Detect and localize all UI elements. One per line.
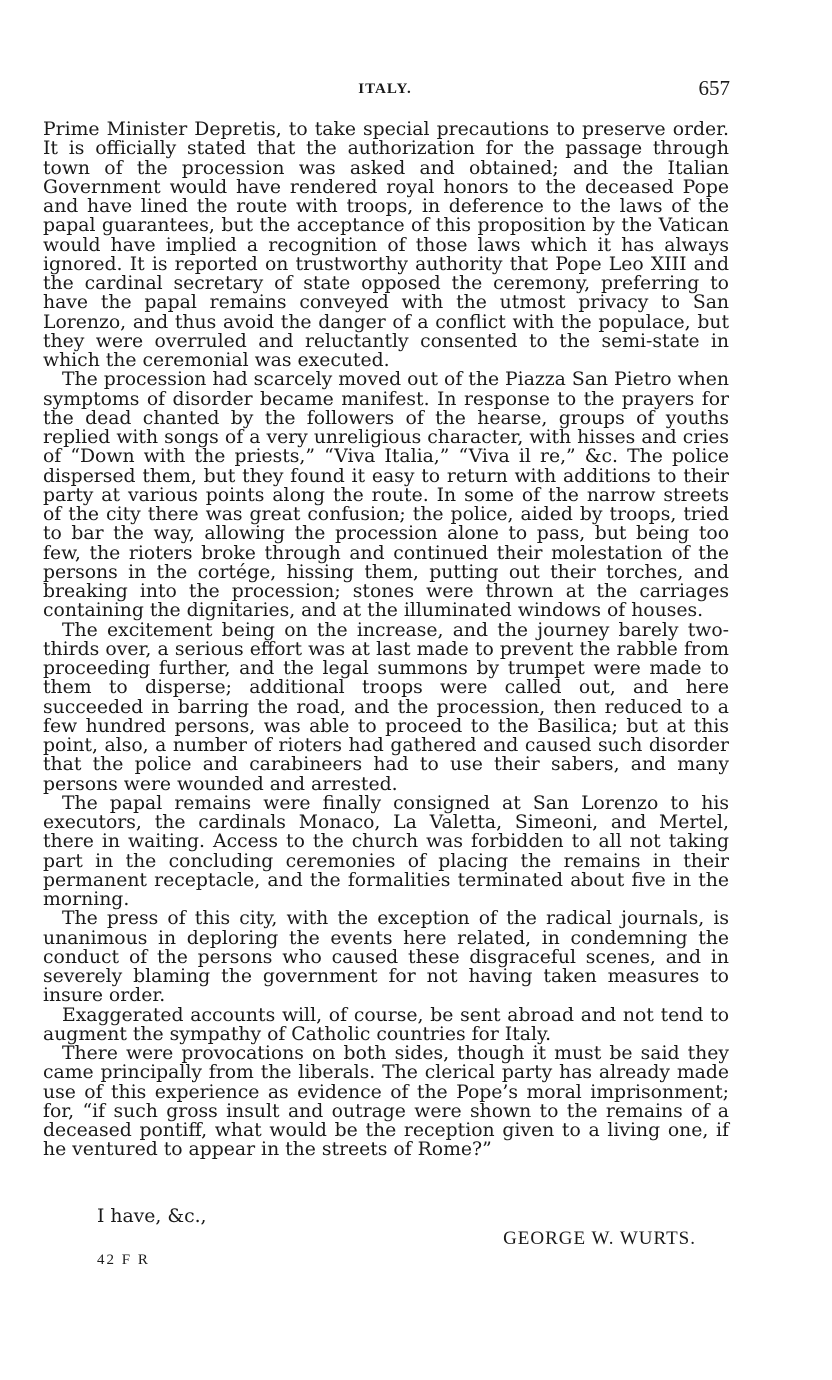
paragraph: The excitement being on the increase, and the journey barely two-thirds over, a serious effort was at last made to prevent the rabble from proceeding further, and the legal summons by trumpet were made to them to disperse; additional troops were called out, and here succeeded in barring the road, and the procession, then reduced to a few hundred persons, was able to proceed to the Basilica; but at this point, also, a number of rioters had gathered and caused such disorder that the police and carabineers had to use their sabers, and many persons were wounded and arrested. — [43, 619, 729, 795]
closing-line: I have, &c., — [97, 1206, 207, 1227]
paragraph: There were provocations on both sides, though it must be said they came principally from the liberals. The clerical party has already made use of this experience as evidence of the Pope’s moral imprisonment; for, “if such gross insult and outrage were shown to the remains of a deceased pontiff, what would be the reception given to a living one, if he ventured to appear in the streets of Rome?” — [43, 1043, 729, 1161]
paragraph: The papal remains were finally consigned at San Lorenzo to his executors, the cardinals Monaco, La Valetta, Simeoni, and Mertel, there in waiting. Access to the church was forbidden to all not taking part in the concluding ceremonies of placing the remains in their permanent receptacle, and the formalities terminated about five in the morning. — [43, 792, 729, 910]
running-head: ITALY. — [358, 81, 412, 97]
body-text — [43, 120, 729, 1160]
paragraph: The press of this city, with the exception of the radical journals, is unanimous in deploring the events here related, in condemning the conduct of the persons who caused these disgraceful scenes, and in severely blaming the government for not having taken measures to insure order. — [43, 908, 729, 1007]
page-number: 657 — [698, 76, 730, 100]
page-header — [40, 78, 730, 102]
paragraph: The procession had scarcely moved out of the Piazza San Pietro when symptoms of disorder became manifest. In response to the prayers for the dead chanted by the followers of the hearse, groups of youths replied with songs of a very unreligious character, with hisses and cries of “Down with the priests,” “Viva Italia,” “Viva il re,” &c. The police dispersed them, but they found it easy to return with additions to their party at various points along the route. In some of the narrow streets of the city there was great confusion; the police, aided by troops, tried to bar the way, allowing the procession alone to pass, but being too few, the rioters broke through and continued their molestation of the persons in the cortége, hissing them, putting out their torches, and breaking into the procession; stones were thrown at the carriages containing the dignitaries, and at the illuminated windows of houses. — [43, 369, 729, 622]
paragraph: Prime Minister Depretis, to take special precautions to preserve order. It is officially stated that the authorization for the passage through town of the procession was asked and obtained; and the Italian Government would have rendered royal honors to the deceased Pope and have lined the route with troops, in deference to the laws of the papal guarantees, but the acceptance of this proposition by the Vatican would have implied a recognition of those laws which it has always ignored. It is reported on trustworthy authority that Pope Leo XIII and the cardinal secretary of state opposed the ceremony, preferring to have the papal remains conveyed with the utmost privacy to San Lorenzo, and thus avoid the danger of a conflict with the populace, but they were overruled and reluctantly consented to the semi-state in which the ceremonial was executed. — [43, 119, 729, 371]
paragraph: Exaggerated accounts will, of course, be sent abroad and not tend to augment the sympathy of Catholic countries for Italy. — [43, 1004, 729, 1045]
folio-mark: 42 F R — [97, 1252, 150, 1268]
signature: GEORGE W. WURTS. — [503, 1228, 696, 1249]
